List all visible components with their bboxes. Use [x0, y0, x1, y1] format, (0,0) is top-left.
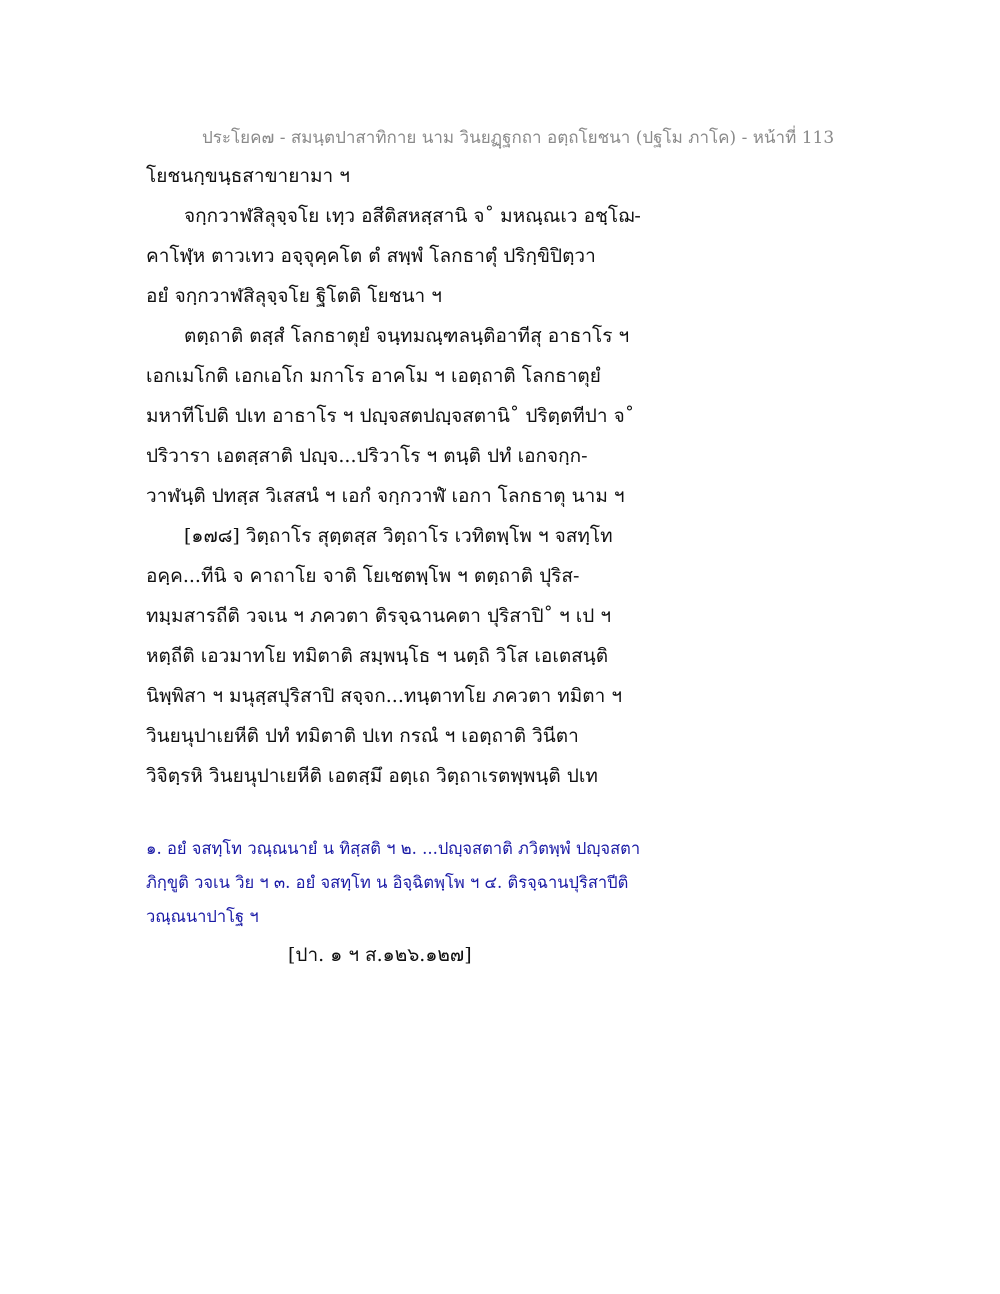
text-line: อคฺค...ทีนิ จ คาถาโย จาติ โยเชตพฺโพ ฯ ตตฺถาติ ปุริส-	[146, 565, 580, 587]
page-header: ประโยค๗ - สมนฺตปาสาทิกาย นาม วินยฏฺฐกถา อตฺถโยชนา (ปฐโม ภาโค) - หน้าที่ 113	[202, 128, 835, 148]
footnote-line: ภิกฺขูติ วจเน วิย ฯ ๓. อยํ จสทฺโท น อิจฺฉิตพฺโพ ฯ ๔. ติรจฺฉานปุริสาปีติ	[146, 873, 629, 892]
text-line: ทมฺมสารถีติ วจเน ฯ ภควตา ติรจฺฉานคตา ปุริสาปิ˚ ฯ เป ฯ	[146, 605, 612, 627]
text-line: [๑๗๘] วิตฺถาโร สุตฺตสฺส วิตฺถาโร เวทิตพฺโพ ฯ จสทฺโท	[184, 525, 613, 547]
text-line: วาฬนฺติ ปทสฺส วิเสสนํ ฯ เอกํ จกฺกวาฬํ เอกา โลกธาตุ นาม ฯ	[146, 485, 625, 507]
text-line: ตตฺถาติ ตสฺสํ โลกธาตุยํ จนฺทมณฺฑลนฺติอาทีสุ อาธาโร ฯ	[184, 325, 630, 347]
footnotes	[146, 832, 706, 934]
text-line: มหาทีโปติ ปเท อาธาโร ฯ ปญฺจสตปญฺจสตานิ˚ ปริตฺตทีปา จ˚	[146, 405, 635, 427]
text-line: นิพฺพิสา ฯ มนุสฺสปุริสาปิ สจฺจก...ทนฺตาทโย ภควตา ทมิตา ฯ	[146, 685, 623, 707]
text-line: หตฺถีติ เอวมาทโย ทมิตาติ สมฺพนฺโธ ฯ นตฺถิ วิโส เอเตสนฺติ	[146, 645, 609, 667]
text-line: จกฺกวาฬสิลุจฺจโย เทฺว อสีติสหสฺสานิ จ˚ มหณฺณเว อชฺโฌ-	[184, 205, 641, 227]
text-line: โยชนกฺขนฺธสาขายามา ฯ	[146, 165, 350, 187]
footnote-line: วณฺณนาปาโฐ ฯ	[146, 907, 259, 926]
text-line: วินยนุปาเยหีติ ปทํ ทมิตาติ ปเท กรณํ ฯ เอตฺถาติ วินีตา	[146, 725, 579, 747]
body-text	[146, 156, 706, 796]
text-line: อยํ จกฺกวาฬสิลุจฺจโย ฐิโตติ โยชนา ฯ	[146, 285, 442, 307]
text-line: เอกเมโกติ เอกเอโก มกาโร อาคโม ฯ เอตฺถาติ โลกธาตุยํ	[146, 365, 601, 387]
text-line: ปริวารา เอตสฺสาติ ปญฺจ...ปริวาโร ฯ ตนฺติ ปทํ เอกจกฺก-	[146, 445, 588, 467]
text-line: คาโฬฺห ตาวเทว อจฺจุคฺคโต ตํ สพฺพํ โลกธาตุํ ปริกฺขิปิตฺวา	[146, 245, 596, 267]
page-reference: [ปา. ๑ ฯ ส.๑๒๖.๑๒๗]	[288, 944, 472, 966]
footnote-line: ๑. อยํ จสทฺโท วณฺณนายํ น ทิสฺสติ ฯ ๒. ...ปญฺจสตาติ ภวิตพฺพํ ปญฺจสตา	[146, 839, 641, 858]
text-line: วิจิตฺรหิ วินยนุปาเยหีติ เอตสฺมึ อตฺเถ วิตฺถาเรตพฺพนฺติ ปเท	[146, 765, 598, 787]
